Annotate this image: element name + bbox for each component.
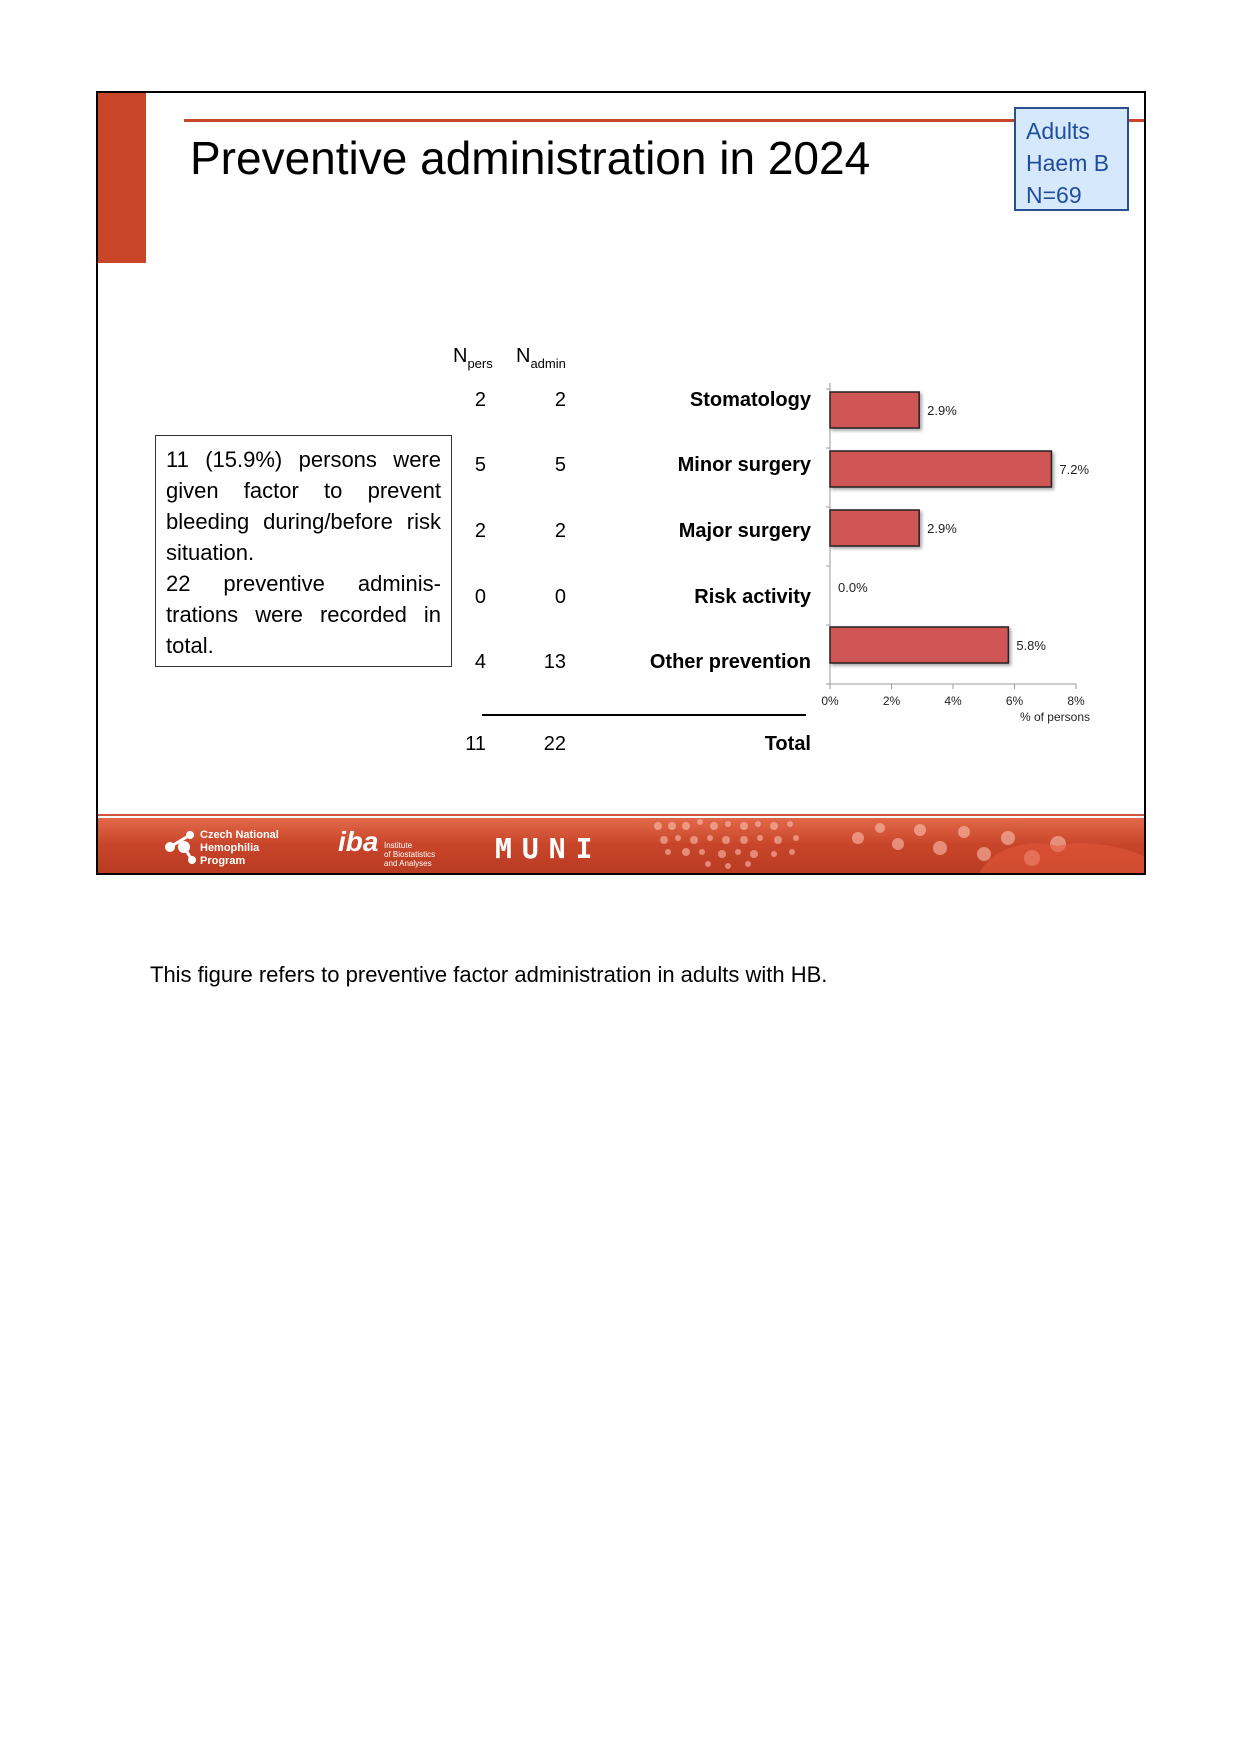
n-pers-cell: 0 [474, 586, 486, 608]
x-tick-label: 6% [1005, 694, 1024, 708]
note-line: 11 (15.9%) persons were given factor to prevent bleeding during/before risk situation. [166, 447, 441, 565]
decorative-dot [750, 850, 758, 858]
header-n-admin: $N_{admin}$ [516, 345, 566, 371]
category-label: Other prevention [649, 651, 811, 673]
decorative-dot [793, 835, 799, 841]
x-axis-label: % of persons [1019, 710, 1090, 724]
decorative-dot [1001, 831, 1015, 845]
decorative-dot [892, 838, 904, 850]
figure-caption: This figure refers to preventive factor administration in adults with HB. [150, 962, 828, 987]
decorative-dot [707, 835, 713, 841]
summary-note [155, 435, 452, 667]
molecule-icon [164, 829, 198, 865]
bar [830, 510, 919, 546]
cohort-badge [1014, 107, 1129, 211]
bar-value-label: 2.9% [927, 403, 957, 418]
iba-line: Institute [384, 841, 413, 850]
decorative-dot [852, 832, 864, 844]
total-n-admin: 22 [543, 733, 566, 755]
title-rule [184, 119, 1144, 122]
x-tick-label: 4% [944, 694, 962, 708]
decorative-dot [787, 821, 793, 827]
badge-line: N=69 [1026, 182, 1082, 208]
bar-value-label: 2.9% [927, 521, 957, 536]
n-pers-cell: 5 [474, 454, 486, 476]
total-n-pers: 11 [465, 733, 486, 755]
map-silhouette [978, 843, 1146, 875]
decorative-dot [933, 841, 947, 855]
n-admin-cell: 2 [554, 389, 566, 411]
bar [830, 627, 1008, 663]
decorative-dot [757, 835, 763, 841]
badge-line: Haem B [1026, 150, 1110, 176]
decorative-dot [725, 863, 731, 869]
x-tick-label: 0% [821, 694, 839, 708]
decorative-dot [740, 836, 748, 844]
decorative-dot [710, 822, 718, 830]
cnhp-logo [164, 829, 279, 870]
bar-value-label: 5.8% [1016, 638, 1046, 653]
n-pers-cell: 2 [474, 520, 486, 542]
bar-chart [798, 383, 1118, 763]
bar-value-label: 7.2% [1059, 462, 1090, 477]
category-label: Stomatology [689, 389, 811, 411]
badge-line: Adults [1026, 118, 1090, 144]
decorative-dot [740, 822, 748, 830]
cnhp-line: Czech National [200, 829, 279, 841]
decorative-dot [914, 824, 926, 836]
n-admin-cell: 0 [554, 586, 566, 608]
decorative-dot [774, 836, 782, 844]
cnhp-line: Hemophilia [200, 842, 260, 854]
bar [830, 451, 1051, 487]
x-tick-label: 8% [1067, 694, 1085, 708]
iba-line: of Biostatistics [384, 850, 436, 859]
decorative-dot [718, 850, 726, 858]
iba-wordmark: iba [338, 826, 379, 857]
decorative-dot [755, 821, 761, 827]
decorative-dot [682, 848, 690, 856]
decorative-dot [735, 849, 741, 855]
total-label: Total [764, 733, 811, 755]
n-pers-cell: 2 [474, 389, 486, 411]
slide-title: Preventive administration in 2024 [190, 132, 871, 184]
note-line: 22 preventive adminis-trations were recorded in total. [166, 571, 441, 658]
header-n-pers: $N_{pers}$ [453, 345, 493, 371]
decorative-dot [771, 851, 777, 857]
slide [96, 91, 1146, 875]
decorative-dot [675, 835, 681, 841]
category-label: Risk activity [694, 586, 811, 608]
total-separator [482, 714, 806, 716]
muni-logo: MUNI [495, 832, 603, 865]
iba-line: and Analyses [384, 859, 432, 868]
decorative-dot [705, 861, 711, 867]
decorative-dot [722, 836, 730, 844]
footer [98, 818, 1146, 875]
bar [830, 392, 919, 428]
footer-rule [98, 814, 1146, 816]
decorative-dot [690, 836, 698, 844]
n-admin-cell: 13 [543, 651, 566, 673]
category-label: Major surgery [678, 520, 811, 542]
decorative-dot [697, 819, 703, 825]
decorative-dot [660, 836, 668, 844]
decorative-dot [875, 823, 885, 833]
decorative-dot [665, 849, 671, 855]
decorative-dot [725, 821, 731, 827]
bar-value-label: 0.0% [838, 580, 868, 595]
decorative-dot [699, 849, 705, 855]
accent-bar [98, 93, 146, 263]
decorative-dot [770, 822, 778, 830]
decorative-dot [668, 822, 676, 830]
n-pers-cell: 4 [474, 651, 486, 673]
cnhp-line: Program [200, 855, 246, 867]
decorative-dot [654, 822, 662, 830]
decorative-dot [789, 849, 795, 855]
x-tick-label: 2% [882, 694, 901, 708]
decorative-dot [958, 826, 970, 838]
decorative-dot [682, 822, 690, 830]
decorative-dot [977, 847, 991, 861]
decorative-dot [745, 861, 751, 867]
n-admin-cell: 5 [554, 454, 566, 476]
category-label: Minor surgery [677, 454, 811, 476]
n-admin-cell: 2 [554, 520, 566, 542]
